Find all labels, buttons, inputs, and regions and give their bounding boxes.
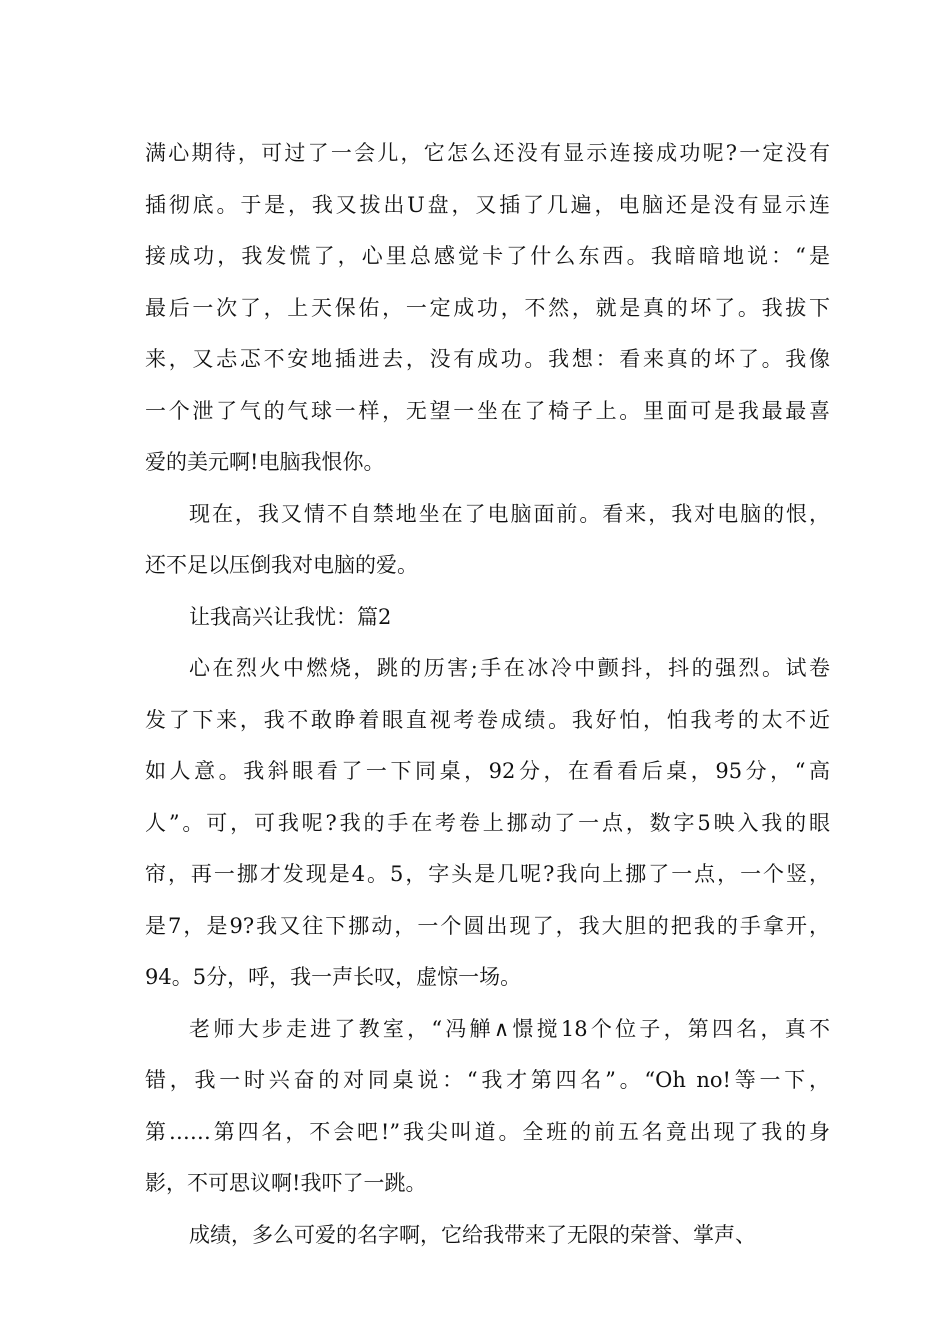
paragraph-line: 人”。可，可我呢?我的手在考卷上挪动了一点，数字5映入我的眼 (145, 810, 830, 835)
paragraph-line: 影，不可思议啊!我吓了一跳。 (145, 1171, 427, 1195)
paragraph-line: 成绩，多么可爱的名字啊，它给我带来了无限的荣誉、掌声、 (189, 1222, 756, 1247)
paragraph-line: 现在，我又情不自禁地坐在了电脑面前。看来，我对电脑的恨， (189, 501, 830, 526)
paragraph-line: 错，我一时兴奋的对同桌说：“我才第四名”。“Oh no!等一下， (145, 1068, 830, 1092)
paragraph-line: 插彻底。于是，我又拔出U盘，又插了几遍，电脑还是没有显示连 (145, 192, 830, 217)
paragraph-line: 一个泄了气的气球一样，无望一坐在了椅子上。里面可是我最最喜 (145, 398, 830, 423)
paragraph-line: 帘，再一挪才发现是4。5，字头是几呢?我向上挪了一点，一个竖， (145, 862, 830, 886)
paragraph-line: 满心期待，可过了一会儿，它怎么还没有显示连接成功呢?一定没有 (145, 141, 830, 165)
paragraph-line: 接成功，我发慌了，心里总感觉卡了什么东西。我暗暗地说：“是 (145, 244, 830, 268)
paragraph-line: 让我高兴让我忧：篇2 (189, 604, 392, 629)
paragraph-line: 最后一次了，上天保佑，一定成功，不然，就是真的坏了。我拔下 (145, 295, 830, 320)
paragraph-line: 94。5分，呼，我一声长叹，虚惊一场。 (145, 965, 522, 989)
paragraph-line: 是7，是9?我又往下挪动，一个圆出现了，我大胆的把我的手拿开， (145, 913, 830, 938)
paragraph-line: 老师大步走进了教室，“冯觯∧憬搅18个位子，第四名，真不 (189, 1016, 830, 1041)
paragraph-line: 发了下来，我不敢睁着眼直视考卷成绩。我好怕，怕我考的太不近 (145, 707, 830, 732)
paragraph-line: 还不足以压倒我对电脑的爱。 (145, 553, 418, 577)
paragraph-line: 来，又忐忑不安地插进去，没有成功。我想：看来真的坏了。我像 (145, 347, 830, 371)
paragraph-line: 爱的美元啊!电脑我恨你。 (145, 450, 385, 474)
paragraph-line: 如人意。我斜眼看了一下同桌，92分，在看看后桌，95分，“高 (145, 759, 830, 783)
document-body (145, 128, 830, 1261)
paragraph-line: 第……第四名，不会吧!”我尖叫道。全班的前五名竟出现了我的身 (145, 1119, 830, 1144)
paragraph-line: 心在烈火中燃烧，跳的历害;手在冰冷中颤抖，抖的强烈。试卷 (189, 656, 830, 680)
